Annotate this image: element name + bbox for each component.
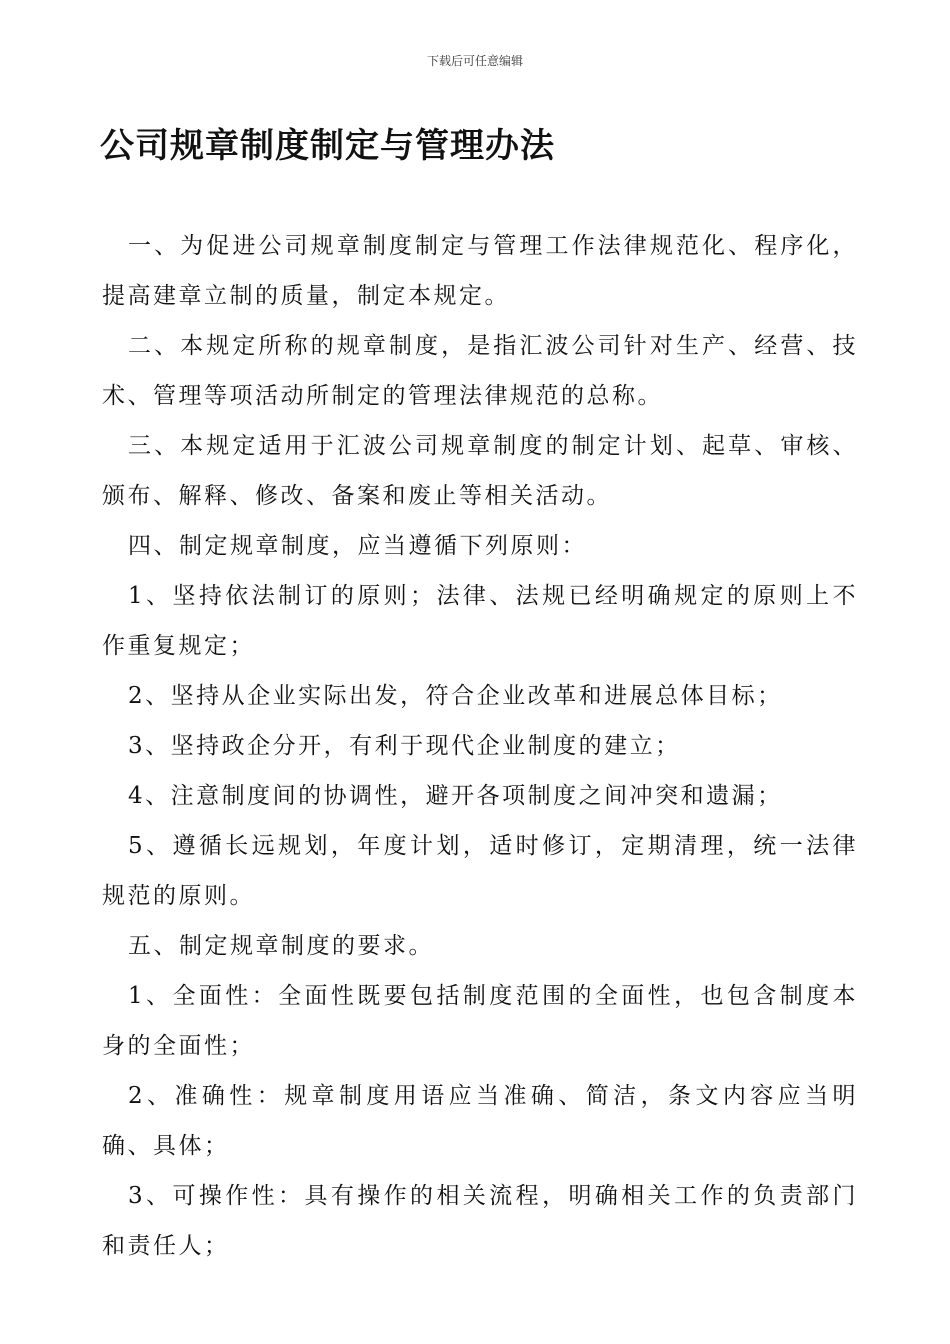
paragraph-1: 一、为促进公司规章制度制定与管理工作法律规范化、程序化，提高建章立制的质量，制定本规定。 <box>102 233 858 309</box>
paragraph-6: 2、坚持从企业实际出发，符合企业改革和进展总体目标； <box>128 683 783 709</box>
paragraph-4: 四、制定规章制度，应当遵循下列原则： <box>128 533 587 559</box>
paragraph-7: 3、坚持政企分开，有利于现代企业制度的建立； <box>128 733 681 759</box>
paragraph-10: 五、制定规章制度的要求。 <box>128 933 434 959</box>
paragraph-8: 4、注意制度间的协调性，避开各项制度之间冲突和遗漏； <box>128 783 783 809</box>
paragraph-12: 2、准确性：规章制度用语应当准确、简洁，条文内容应当明确、具体； <box>102 1083 858 1159</box>
paragraph-9: 5、遵循长远规划，年度计划，适时修订，定期清理，统一法律规范的原则。 <box>102 833 858 909</box>
paragraph-11: 1、全面性：全面性既要包括制度范围的全面性，也包含制度本身的全面性； <box>102 983 858 1059</box>
paragraph-2: 二、本规定所称的规章制度，是指汇波公司针对生产、经营、技术、管理等项活动所制定的管理法律规范的总称。 <box>102 333 858 409</box>
paragraph-13: 3、可操作性：具有操作的相关流程，明确相关工作的负责部门和责任人； <box>102 1183 858 1259</box>
page-header-note: 下载后可任意编辑 <box>426 54 523 68</box>
document-body <box>102 221 858 1271</box>
paragraph-3: 三、本规定适用于汇波公司规章制度的制定计划、起草、审核、颁布、解释、修改、备案和废止等相关活动。 <box>102 433 858 509</box>
paragraph-5: 1、坚持依法制订的原则；法律、法规已经明确规定的原则上不作重复规定； <box>102 583 858 659</box>
document-title: 公司规章制度制定与管理办法 <box>100 126 555 166</box>
